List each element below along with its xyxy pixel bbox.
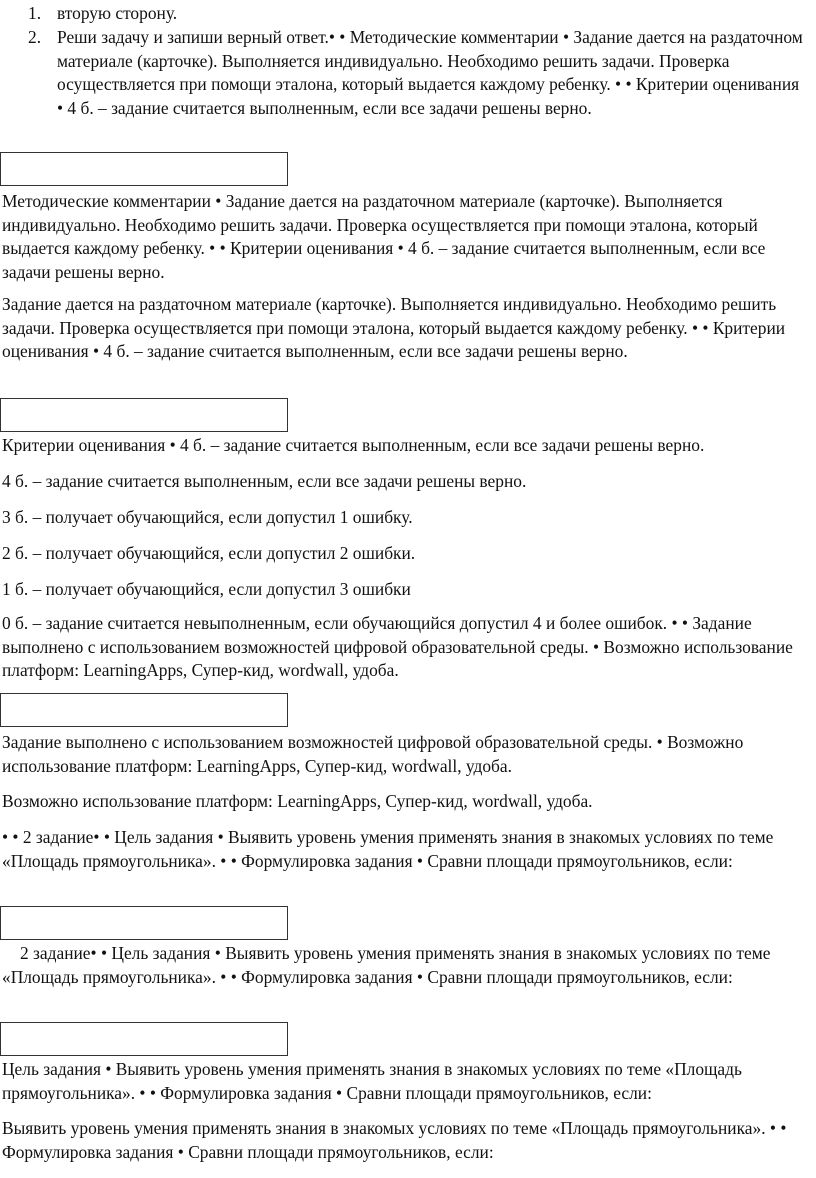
paragraph: Цель задания • Выявить уровень умения применять знания в знакомых условиях по теме «Площадь прямоугольника». • • Формулировка задания • Сравни площади прямоугольников, если:	[2, 1059, 742, 1103]
paragraph: 1 б. – получает обучающийся, если допустил 3 ошибки	[2, 579, 411, 599]
list-text: вторую сторону.	[57, 3, 178, 23]
paragraph: Задание выполнено с использованием возможностей цифровой образовательной среды. • Возможно использование платформ: LearningApps, Супер-кид, wordwall, удоба.	[2, 732, 744, 776]
list-text-content: Реши задачу и запиши верный ответ.• • Методические комментарии • Задание дается на раздаточном материале (карточке). Выполняется индивидуально. Необходимо решить задачи. Проверка осуществляется при помощи эталона, который выдается каждому ребенку. • • Критерии оценивания • 4 б. – задание считается выполненным, если все задачи решены верно.	[57, 27, 803, 118]
paragraph: Задание дается на раздаточном материале (карточке). Выполняется индивидуально. Необходимо решить задачи. Проверка осуществляется при помощи эталона, который выдается каждому ребенку. • • Критерии оценивания • 4 б. – задание считается выполненным, если все задачи решены верно.	[2, 294, 786, 361]
paragraph: • • 2 задание• • Цель задания • Выявить уровень умения применять знания в знакомых условиях по теме «Площадь прямоугольника». • • Формулировка задания • Сравни площади прямоугольников, если:	[2, 827, 774, 871]
paragraph: Методические комментарии • Задание дается на раздаточном материале (карточке). Выполняется индивидуально. Необходимо решить задачи. Проверка осуществляется при помощи эталона, который выдается каждому ребенку. • • Критерии оценивания • 4 б. – задание считается выполненным, если все задачи решены верно.	[2, 191, 766, 282]
list-number: 1.	[28, 3, 42, 23]
paragraph: 4 б. – задание считается выполненным, если все задачи решены верно.	[2, 471, 527, 491]
list-text	[0, 26, 808, 120]
list-item-1	[0, 2, 808, 26]
paragraph: 3 б. – получает обучающийся, если допустил 1 ошибку.	[2, 507, 413, 527]
placeholder-frame	[0, 398, 288, 432]
paragraph: 0 б. – задание считается невыполненным, если обучающийся допустил 4 и более ошибок. • • Задание выполнено с использованием возможностей цифровой образовательной среды. • Возможно использование платформ: LearningApps, Супер-кид, wordwall, удоба.	[2, 613, 793, 680]
placeholder-frame	[0, 693, 288, 727]
paragraph: Выявить уровень умения применять знания в знакомых условиях по теме «Площадь прямоугольника». • • Формулировка задания • Сравни площади прямоугольников, если:	[2, 1118, 787, 1162]
paragraph: Критерии оценивания • 4 б. – задание считается выполненным, если все задачи решены верно.	[2, 435, 705, 455]
placeholder-frame	[0, 906, 288, 940]
placeholder-frame	[0, 1022, 288, 1056]
paragraph: 2 задание• • Цель задания • Выявить уровень умения применять знания в знакомых условиях по теме «Площадь прямоугольника». • • Формулировка задания • Сравни площади прямоугольников, если:	[2, 943, 771, 987]
list-number: 2.	[28, 27, 42, 47]
placeholder-frame	[0, 152, 288, 186]
paragraph: Возможно использование платформ: LearningApps, Супер-кид, wordwall, удоба.	[2, 791, 593, 811]
list-item-2	[0, 26, 808, 120]
paragraph: 2 б. – получает обучающийся, если допустил 2 ошибки.	[2, 543, 416, 563]
